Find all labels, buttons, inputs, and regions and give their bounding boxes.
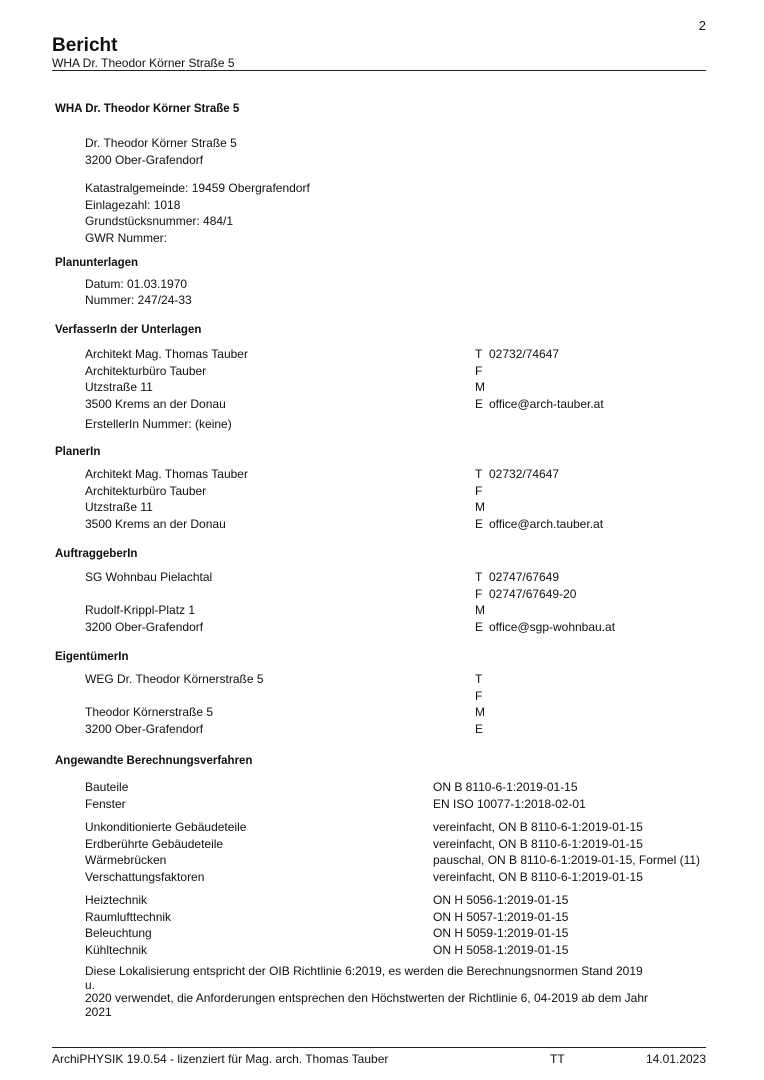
author-mobile-label: M [475, 380, 485, 394]
note-line: 2021 [85, 1004, 112, 1019]
author-email: office@arch-tauber.at [489, 397, 604, 411]
object-gwr-number: GWR Nummer: [85, 231, 167, 245]
client-street: Rudolf-Krippl-Platz 1 [85, 603, 196, 617]
method-value: pauschal, ON B 8110-6-1:2019-01-15, Formel (11) [433, 853, 701, 867]
owner-name: WEG Dr. Theodor Körnerstraße 5 [85, 672, 264, 686]
method-label: Fenster [85, 797, 126, 811]
author-heading: VerfasserIn der Unterlagen [55, 324, 202, 336]
method-label: Kühltechnik [85, 943, 148, 957]
owner-heading: EigentümerIn [55, 651, 129, 663]
method-label: Bauteile [85, 780, 129, 794]
client-heading: AuftraggeberIn [55, 548, 138, 560]
planner-mobile-label: M [475, 500, 485, 514]
object-street: Dr. Theodor Körner Straße 5 [85, 136, 237, 150]
plans-heading: Planunterlagen [55, 257, 139, 269]
planner-fax-label: F [475, 484, 483, 498]
client-name: SG Wohnbau Pielachtal [85, 570, 213, 584]
planner-line: Architekturbüro Tauber [85, 484, 207, 498]
method-label: Unkonditionierte Gebäudeteile [85, 820, 247, 834]
owner-street: Theodor Körnerstraße 5 [85, 705, 214, 719]
method-value: ON H 5056-1:2019-01-15 [433, 893, 569, 907]
object-einlagezahl: Einlagezahl: 1018 [85, 198, 181, 212]
plans-number: Nummer: 247/24-33 [85, 293, 192, 307]
author-fax-label: F [475, 364, 483, 378]
method-label: Beleuchtung [85, 926, 152, 940]
method-label: Wärmebrücken [85, 853, 167, 867]
author-line: Architekt Mag. Thomas Tauber [85, 347, 248, 361]
planner-line: Utzstraße 11 [85, 500, 153, 514]
owner-phone-label: T [475, 672, 483, 686]
author-creator-number: ErstellerIn Nummer: (keine) [85, 417, 232, 431]
method-label: Erdberührte Gebäudeteile [85, 837, 224, 851]
footer-license: ArchiPHYSIK 19.0.54 - lizenziert für Mag. arch. Thomas Tauber [52, 1052, 389, 1066]
author-email-label: E [475, 397, 484, 411]
planner-heading: PlanerIn [55, 446, 101, 458]
plans-date: Datum: 01.03.1970 [85, 277, 188, 291]
method-value: EN ISO 10077-1:2018-02-01 [433, 797, 586, 811]
client-fax-label: F [475, 587, 483, 601]
object-heading: WHA Dr. Theodor Körner Straße 5 [55, 103, 240, 115]
client-email: office@sgp-wohnbau.at [489, 620, 616, 634]
planner-line: Architekt Mag. Thomas Tauber [85, 467, 248, 481]
owner-email-label: E [475, 722, 484, 736]
header-rule [52, 70, 706, 71]
owner-fax-label: F [475, 689, 483, 703]
client-phone-label: T [475, 570, 483, 584]
owner-city: 3200 Ober-Grafendorf [85, 722, 204, 736]
method-label: Raumlufttechnik [85, 910, 172, 924]
client-city: 3200 Ober-Grafendorf [85, 620, 204, 634]
method-value: vereinfacht, ON B 8110-6-1:2019-01-15 [433, 870, 643, 884]
method-value: ON H 5057-1:2019-01-15 [433, 910, 569, 924]
planner-email-label: E [475, 517, 484, 531]
planner-email: office@arch.tauber.at [489, 517, 604, 531]
owner-mobile-label: M [475, 705, 485, 719]
planner-line: 3500 Krems an der Donau [85, 517, 226, 531]
author-phone-label: T [475, 347, 483, 361]
object-plot-number: Grundstücksnummer: 484/1 [85, 214, 234, 228]
footer-rule [52, 1047, 706, 1048]
footer-initials: TT [550, 1052, 565, 1066]
method-value: vereinfacht, ON B 8110-6-1:2019-01-15 [433, 820, 643, 834]
page-number: 2 [698, 18, 706, 33]
method-value: vereinfacht, ON B 8110-6-1:2019-01-15 [433, 837, 643, 851]
report-subtitle: WHA Dr. Theodor Körner Straße 5 [52, 56, 235, 70]
author-line: Utzstraße 11 [85, 380, 153, 394]
author-phone: 02732/74647 [489, 347, 560, 361]
report-title: Bericht [52, 35, 118, 56]
note-line: Diese Lokalisierung entspricht der OIB Richtlinie 6:2019, es werden die Berechnungsnormen Stand 2019 u. [85, 964, 643, 992]
client-fax: 02747/67649-20 [489, 587, 577, 601]
note-line: 2020 verwendet, die Anforderungen entsprechen den Höchstwerten der Richtlinie 6, 04-2019 ab dem Jahr [85, 991, 649, 1005]
planner-phone-label: T [475, 467, 483, 481]
author-line: 3500 Krems an der Donau [85, 397, 226, 411]
client-phone: 02747/67649 [489, 570, 560, 584]
client-email-label: E [475, 620, 484, 634]
object-city: 3200 Ober-Grafendorf [85, 153, 204, 167]
planner-phone: 02732/74647 [489, 467, 560, 481]
localization-note [85, 965, 655, 1019]
method-label: Verschattungsfaktoren [85, 870, 205, 884]
author-line: Architekturbüro Tauber [85, 364, 207, 378]
method-value: ON H 5059-1:2019-01-15 [433, 926, 569, 940]
methods-heading: Angewandte Berechnungsverfahren [55, 755, 253, 767]
client-mobile-label: M [475, 603, 485, 617]
method-label: Heiztechnik [85, 893, 148, 907]
method-value: ON B 8110-6-1:2019-01-15 [433, 780, 578, 794]
object-cadastral: Katastralgemeinde: 19459 Obergrafendorf [85, 181, 310, 195]
footer-date: 14.01.2023 [645, 1052, 706, 1066]
method-value: ON H 5058-1:2019-01-15 [433, 943, 569, 957]
